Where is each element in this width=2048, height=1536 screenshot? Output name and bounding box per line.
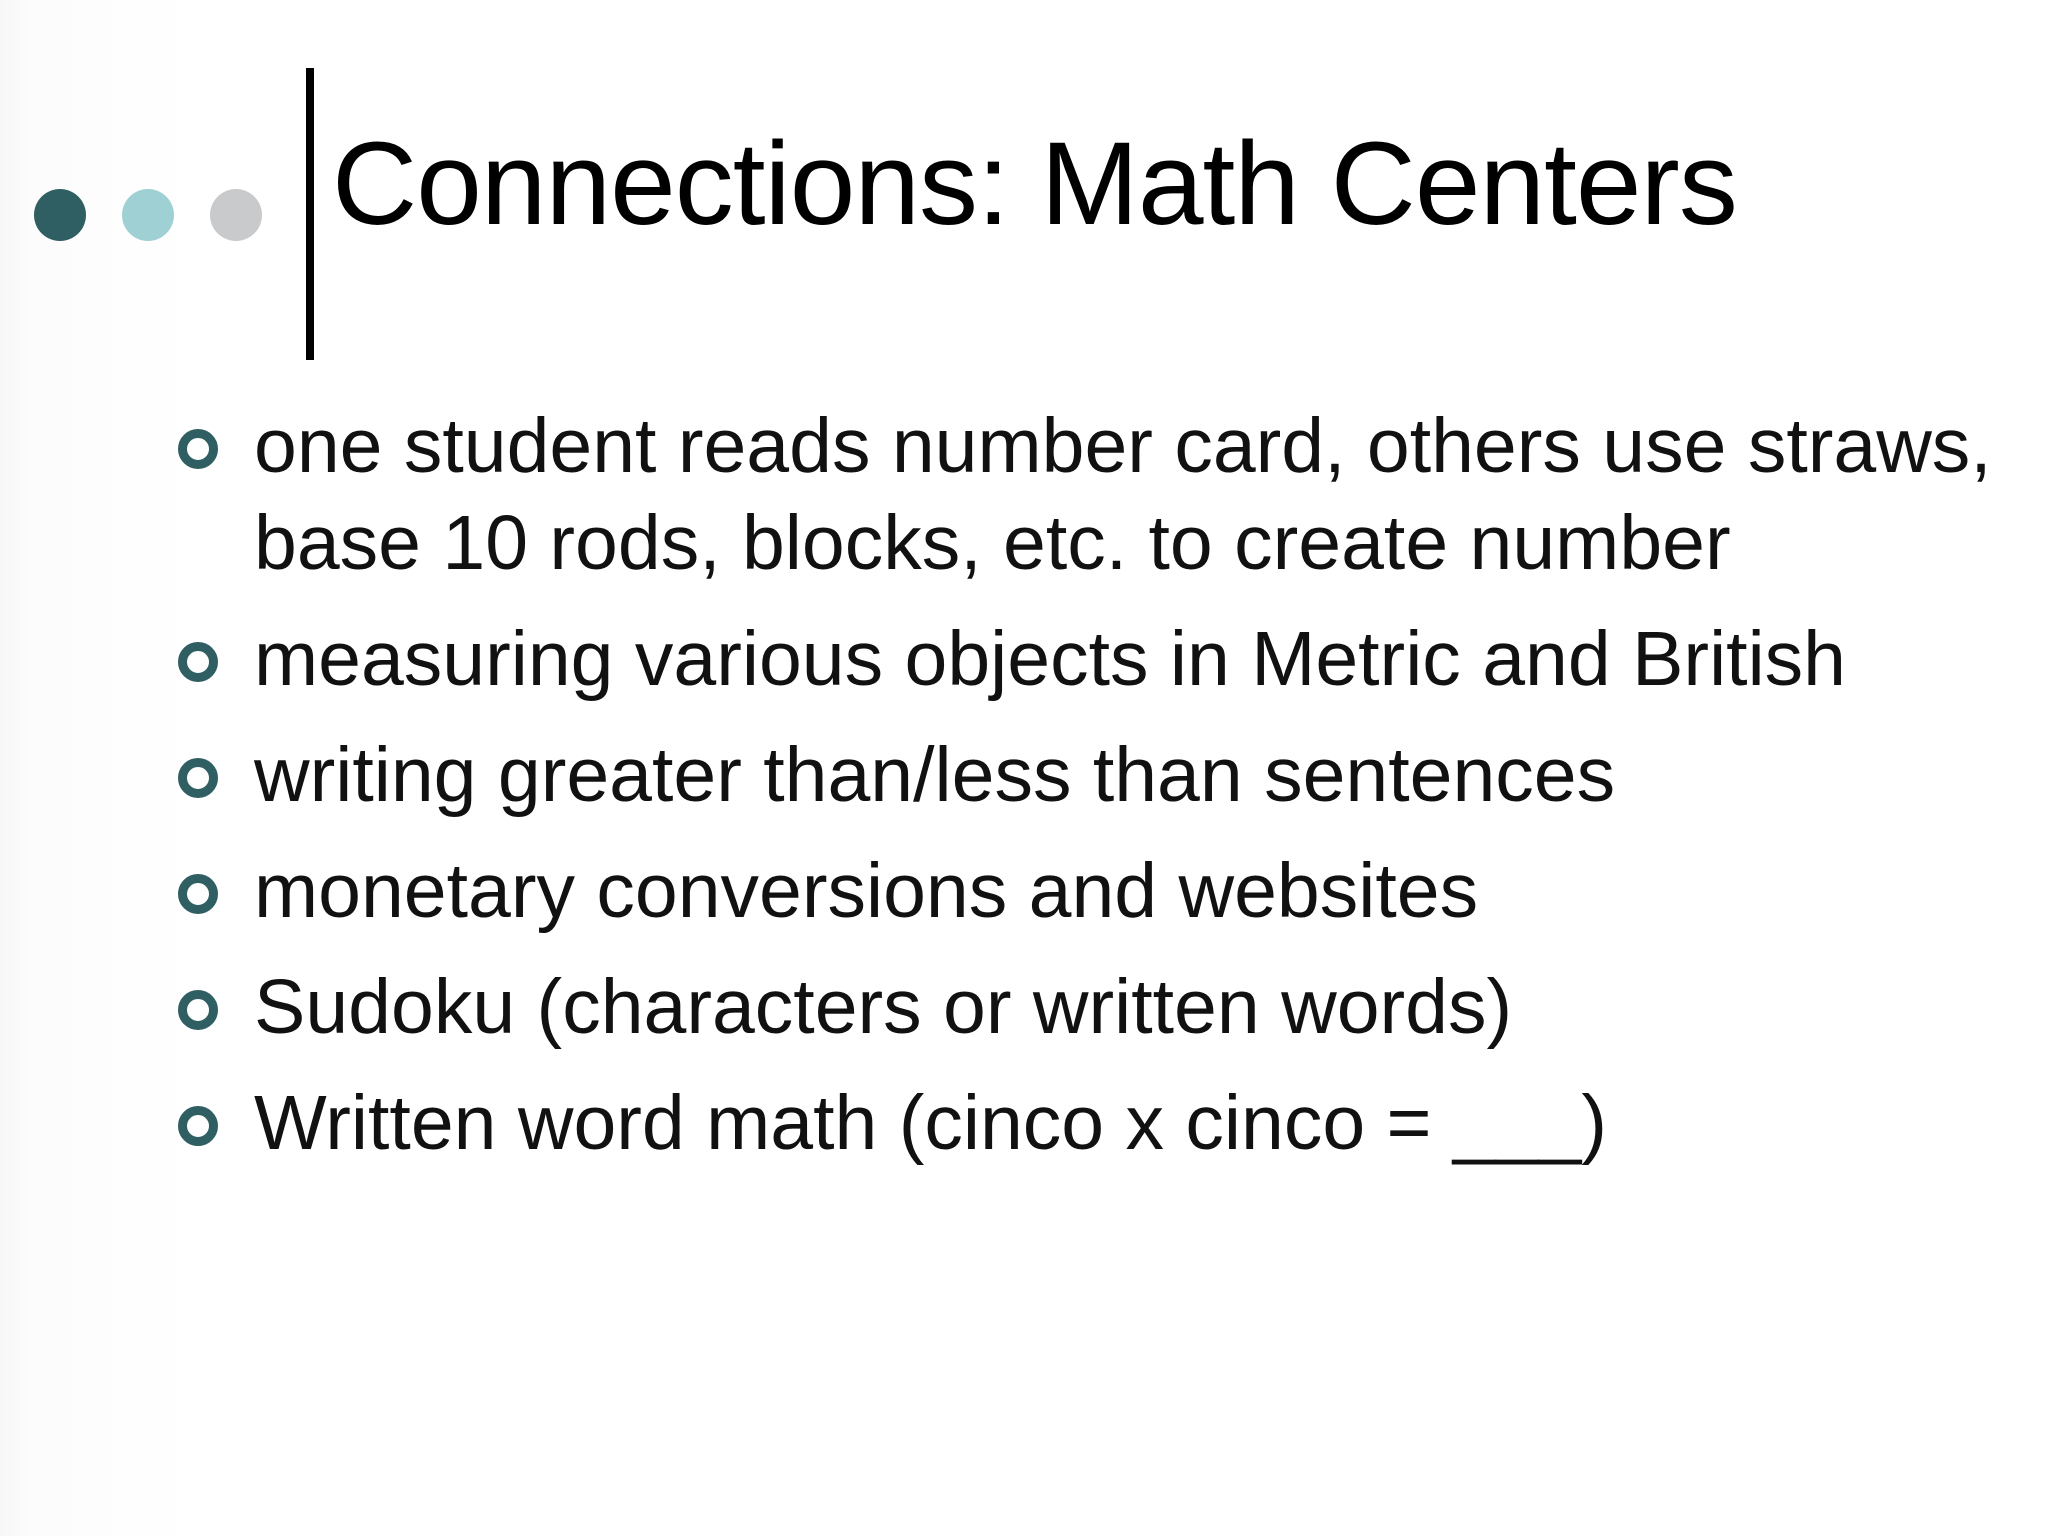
slide-title: Connections: Math Centers [332,118,1737,250]
hollow-circle-bullet-icon [178,642,218,682]
light-teal-dot-icon [122,189,174,241]
bullet-list [178,398,2008,1191]
bullet-item [178,959,2008,1056]
hollow-circle-bullet-icon [178,429,218,469]
hollow-circle-bullet-icon [178,874,218,914]
bullet-text: one student reads number card, others use straws, base 10 rods, blocks, etc. to create number [254,403,1992,586]
bullet-text: writing greater than/less than sentences [254,732,1616,818]
bullet-text: Written word math (cinco x cinco = ___) [254,1080,1608,1166]
title-divider [306,68,314,360]
gray-dot-icon [210,189,262,241]
bullet-item [178,398,2008,592]
bullet-item [178,727,2008,824]
bullet-item [178,611,2008,708]
bullet-text: measuring various objects in Metric and British [254,616,1846,702]
dark-teal-dot-icon [34,189,86,241]
bullet-text: Sudoku (characters or written words) [254,964,1513,1050]
hollow-circle-bullet-icon [178,990,218,1030]
bullet-item [178,843,2008,940]
bullet-item [178,1075,2008,1172]
hollow-circle-bullet-icon [178,1106,218,1146]
bullet-text: monetary conversions and websites [254,848,1479,934]
decorative-dots [34,189,264,241]
hollow-circle-bullet-icon [178,758,218,798]
